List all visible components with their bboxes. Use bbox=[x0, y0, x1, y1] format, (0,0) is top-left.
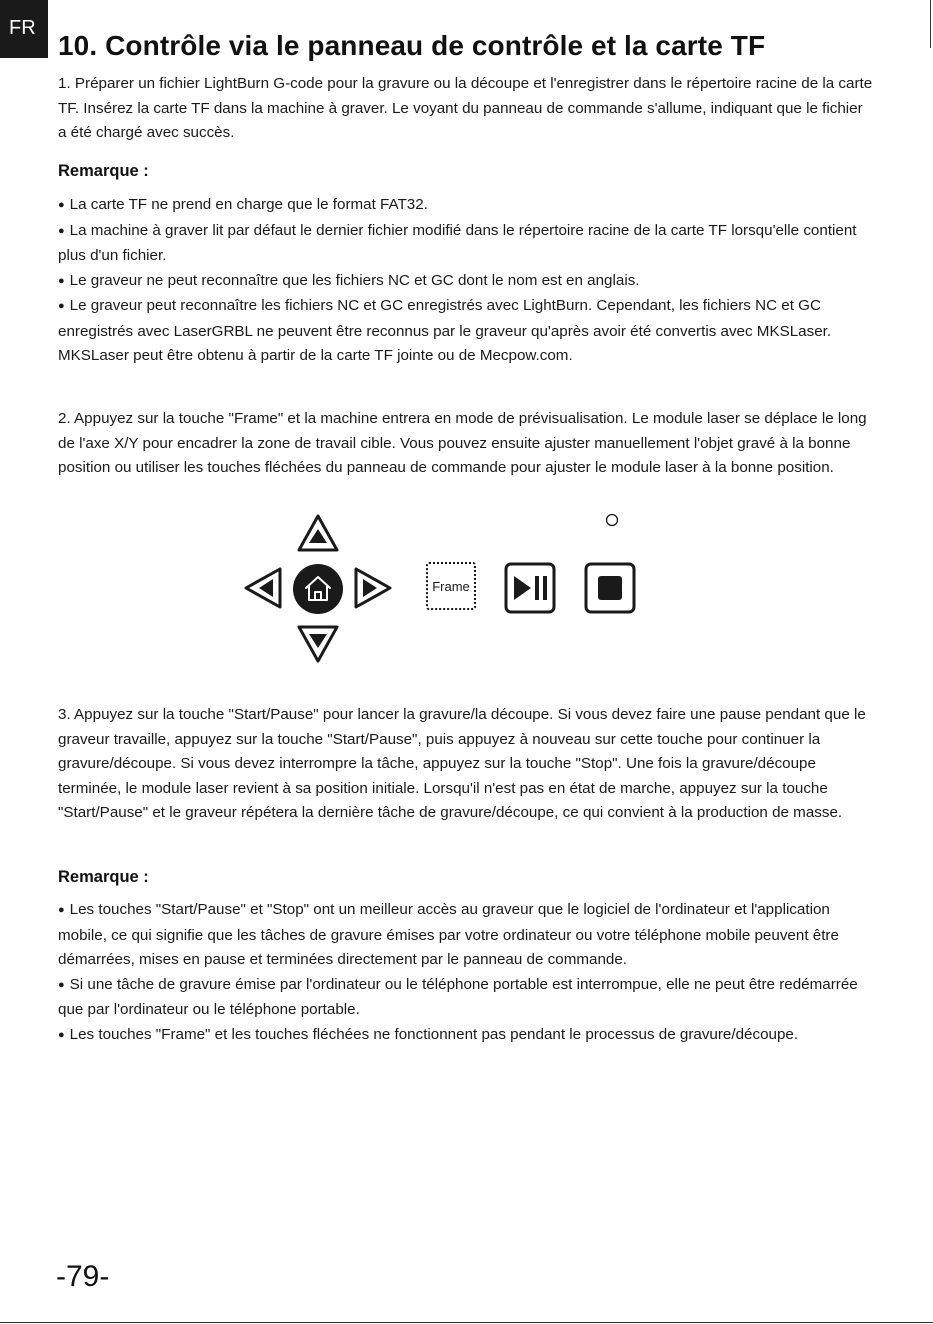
arrow-right-icon[interactable] bbox=[353, 566, 393, 610]
section3-text: 3. Appuyez sur la touche "Start/Pause" pour lancer la gravure/la découpe. Si vous devez faire une pause pendant que le graveur travaille, appuyez sur la touche "Start/Pause", puis appuyez à nouveau sur cette touche pour continuer la gravure/découpe. Si vous devez interrompre la tâche, appuyez sur la touche "Stop". Une fois la gravure/découpe terminée, le module laser revient à sa position initiale. Lorsqu'il n'est pas en état de marche, appuyez sur la touche "Start/Pause" et le graveur répétera la dernière tâche de gravure/découpe, ce qui convient à la production de masse. bbox=[58, 706, 866, 821]
section2-text: 2. Appuyez sur la touche "Frame" et la machine entrera en mode de prévisualisation. Le module laser se déplace le long de l'axe X/Y pour encadrer la zone de travail cible. Vous pouvez ensuite ajuster manuellement l'objet gravé à la bonne position ou utiliser les touches fléchées du panneau de commande pour ajuster le module laser à la bonne position. bbox=[58, 410, 867, 476]
arrow-left-icon[interactable] bbox=[243, 566, 283, 610]
remark-item: ● La carte TF ne prend en charge que le format FAT32. bbox=[58, 193, 873, 219]
remark-heading-1: Remarque : bbox=[58, 162, 149, 180]
remark-heading-2: Remarque : bbox=[58, 868, 149, 886]
remark-list-2 bbox=[58, 898, 878, 1048]
indicator-light-icon bbox=[605, 513, 619, 527]
language-tab: FR bbox=[0, 0, 48, 58]
stop-icon[interactable] bbox=[584, 562, 636, 614]
control-panel bbox=[240, 510, 640, 670]
play-pause-icon[interactable] bbox=[504, 562, 556, 614]
remark-item: ● La machine à graver lit par défaut le dernier fichier modifié dans le répertoire racine de la carte TF lorsqu'elle contient plus d'un fichier. bbox=[58, 219, 873, 269]
remark-item: ● Le graveur peut reconnaître les fichiers NC et GC enregistrés avec LightBurn. Cependant, les fichiers NC et GC enregistrés avec LaserGRBL ne peuvent être reconnus par le graveur qu'après avoir été convertis avec MKSLaser. MKSLaser peut être obtenu à partir de la carte TF jointe ou de Mecpow.com. bbox=[58, 294, 873, 369]
frame-button-label: Frame bbox=[432, 578, 470, 594]
frame-button[interactable] bbox=[426, 562, 476, 610]
remark-item: ● Si une tâche de gravure émise par l'ordinateur ou le téléphone portable est interrompue, elle ne peut être redémarrée que par l'ordinateur ou le téléphone portable. bbox=[58, 973, 878, 1023]
section1-intro: 1. Préparer un fichier LightBurn G-code pour la gravure ou la découpe et l'enregistrer dans le répertoire racine de la carte TF. Insérez la carte TF dans la machine à graver. Le voyant du panneau de commande s'allume, indiquant que le fichier a été chargé avec succès. bbox=[58, 75, 873, 141]
remark-item: ● Les touches "Start/Pause" et "Stop" ont un meilleur accès au graveur que le logiciel de l'ordinateur et l'application mobile, ce qui signifie que les tâches de gravure émises par votre ordinateur ou votre téléphone mobile peuvent être démarrées, mises en pause et terminées directement par le panneau de commande. bbox=[58, 898, 878, 973]
page-title: 10. Contrôle via le panneau de contrôle et la carte TF bbox=[58, 30, 766, 61]
remark-item: ● Les touches "Frame" et les touches fléchées ne fonctionnent pas pendant le processus de gravure/découpe. bbox=[58, 1023, 878, 1049]
home-icon[interactable] bbox=[292, 563, 344, 615]
bottom-rule bbox=[0, 1322, 933, 1323]
page-number: -79- bbox=[56, 1260, 110, 1293]
remark-list-1 bbox=[58, 193, 873, 369]
arrow-down-icon[interactable] bbox=[296, 624, 340, 664]
edge-rule bbox=[930, 0, 931, 48]
remark-item: ● Le graveur ne peut reconnaître que les fichiers NC et GC dont le nom est en anglais. bbox=[58, 269, 873, 295]
arrow-up-icon[interactable] bbox=[296, 513, 340, 553]
